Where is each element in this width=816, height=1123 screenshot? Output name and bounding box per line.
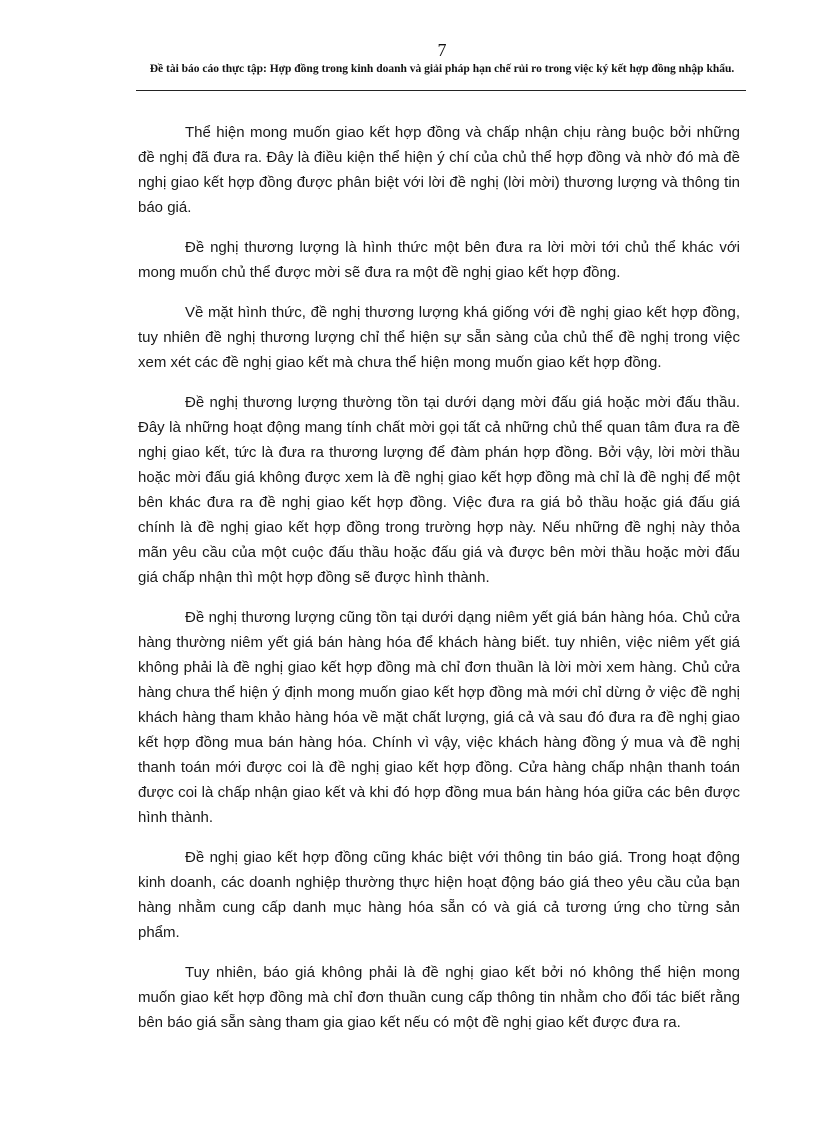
page-header [138, 40, 746, 76]
header-divider [136, 90, 746, 91]
paragraph: Đề nghị thương lượng thường tồn tại dưới dạng mời đấu giá hoặc mời đấu thầu. Đây là những hoạt động mang tính chất mời gọi tất cả những chủ thể quan tâm đưa ra đề nghị giao kết, tức là đưa ra thương lượng để đàm phán hợp đồng. Bởi vậy, lời mời thầu hoặc mời đấu giá không được xem là đề nghị giao kết hợp đồng mà chỉ là đề nghị để một bên khác đưa ra đề nghị giao kết hợp đồng. Việc đưa ra giá bỏ thầu hoặc giá đấu giá chính là đề nghị giao kết hợp đồng trong trường hợp này. Nếu những đề nghị này thỏa mãn yêu cầu của một cuộc đấu thầu hoặc đấu giá và được bên mời thầu hoặc mời đấu giá chấp nhận thì một hợp đồng sẽ được hình thành. [138, 394, 740, 586]
document-body [138, 120, 740, 1050]
page-number: 7 [437, 40, 447, 60]
paragraph: Đề nghị thương lượng cũng tồn tại dưới dạng niêm yết giá bán hàng hóa. Chủ cửa hàng thường niêm yết giá bán hàng hóa để khách hàng biết. tuy nhiên, việc niêm yết giá không phải là đề nghị giao kết hợp đồng mà chỉ đơn thuần là lời mời xem hàng. Chủ cửa hàng chưa thể hiện ý định mong muốn giao kết hợp đồng mà mới chỉ dừng ở việc đề nghị khách hàng tham khảo hàng hóa về mặt chất lượng, giá cả và sau đó đưa ra đề nghị giao kết hợp đồng mua bán hàng hóa. Chính vì vậy, việc khách hàng đồng ý mua và đề nghị thanh toán mới được coi là đề nghị giao kết hợp đồng. Cửa hàng chấp nhận thanh toán được coi là chấp nhận giao kết và khi đó hợp đồng mua bán hàng hóa giữa các bên được hình thành. [138, 609, 740, 826]
paragraph: Đề nghị thương lượng là hình thức một bên đưa ra lời mời tới chủ thể khác với mong muốn chủ thể được mời sẽ đưa ra một đề nghị giao kết hợp đồng. [138, 239, 740, 281]
paragraph: Đề nghị giao kết hợp đồng cũng khác biệt với thông tin báo giá. Trong hoạt động kinh doanh, các doanh nghiệp thường thực hiện hoạt động báo giá theo yêu cầu của bạn hàng nhằm cung cấp danh mục hàng hóa sẵn có và giá cả tương ứng cho từng sản phẩm. [138, 849, 740, 941]
paragraph: Tuy nhiên, báo giá không phải là đề nghị giao kết bởi nó không thể hiện mong muốn giao kết hợp đồng mà chỉ đơn thuần cung cấp thông tin nhằm cho đối tác biết rằng bên báo giá sẵn sàng tham gia giao kết nếu có một đề nghị giao kết được đưa ra. [138, 964, 740, 1031]
header-title: Đề tài báo cáo thực tập: Hợp đồng trong kinh doanh và giải pháp hạn chế rủi ro trong việc ký kết hợp đồng nhập khẩu. [149, 63, 735, 75]
paragraph: Về mặt hình thức, đề nghị thương lượng khá giống với đề nghị giao kết hợp đồng, tuy nhiên đề nghị thương lượng chỉ thể hiện sự sẵn sàng của chủ thể đề nghị trong việc xem xét các đề nghị giao kết mà chưa thể hiện mong muốn giao kết hợp đồng. [138, 304, 740, 371]
paragraph: Thể hiện mong muốn giao kết hợp đồng và chấp nhận chịu ràng buộc bởi những đề nghị đã đưa ra. Đây là điều kiện thể hiện ý chí của chủ thể hợp đồng và nhờ đó mà đề nghị giao kết hợp đồng được phân biệt với lời đề nghị (lời mời) thương lượng và thông tin báo giá. [138, 124, 740, 216]
